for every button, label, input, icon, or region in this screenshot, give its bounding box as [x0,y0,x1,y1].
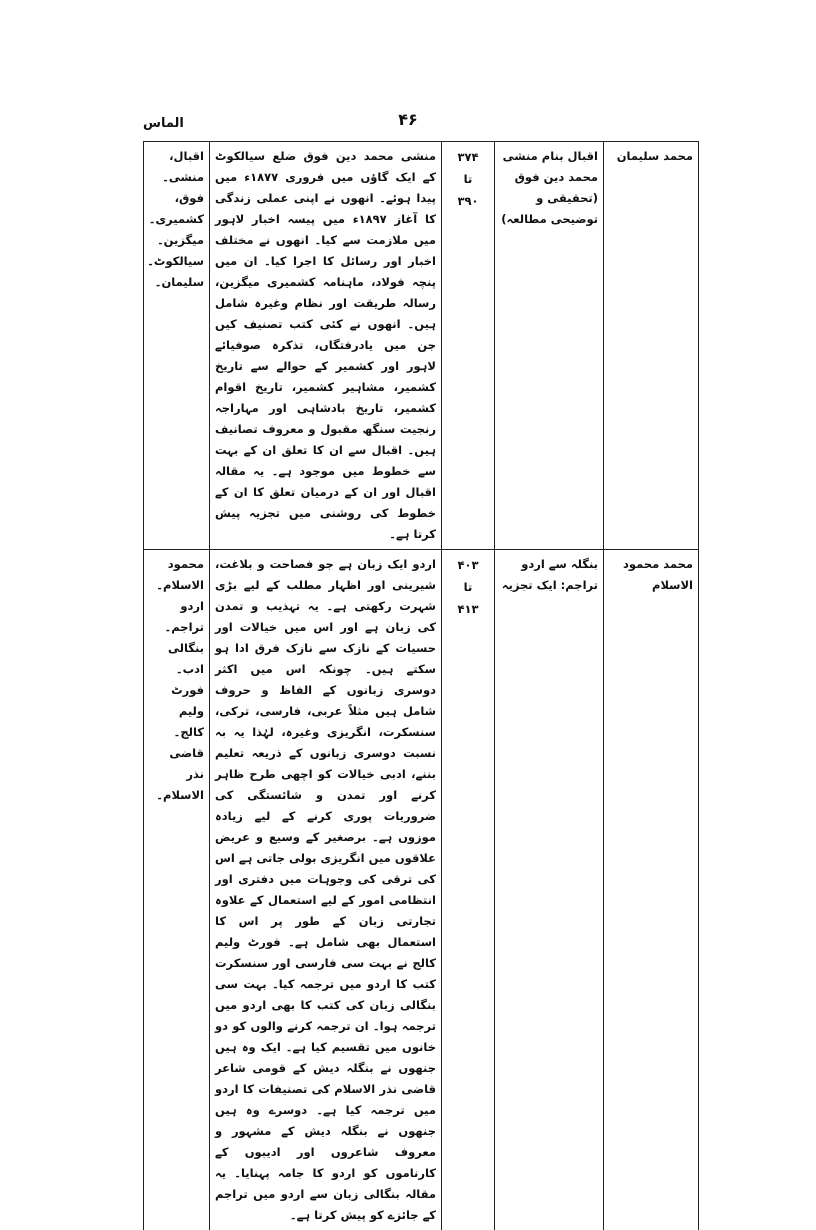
page-range-cell [442,142,495,550]
page-separator: تا [447,168,489,190]
abstract-cell: اردو ایک زبان ہے جو فصاحت و بلاغت، شیرینی اور اظہار مطلب کے لیے بڑی شہرت رکھتی ہے۔ یہ تہذیب و تمدن کی زبان ہے اور اس میں خیالات اور حسیات کے نازک سے نازک فرق ادا ہو سکتے ہیں۔ چونکہ اس میں اکثر دوسری زبانوں کے الفاظ و حروف شامل ہیں مثلاً عربی، فارسی، ترکی، سنسکرت، انگریزی وغیرہ، لہٰذا یہ بہ نسبت دوسری زبانوں کے ذریعہ تعلیم بننے، ادبی خیالات کو اچھی طرح ظاہر کرنے اور تمدن و شائستگی کی ضروریات پوری کرنے کے لیے زیادہ موزوں ہے۔ برصغیر کے وسیع و عریض علاقوں میں انگریزی بولی جاتی ہے اس کی ترقی کی وجوہات میں دفتری اور انتظامی امور کے لیے استعمال کے علاوہ تجارتی زبان کے طور پر اس کا استعمال بھی شامل ہے۔ فورٹ ولیم کالج نے بہت سی فارسی اور سنسکرت کتب کا اردو میں ترجمہ کیا۔ بہت سی بنگالی زبان کی کتب کا بھی اردو میں ترجمہ ہوا۔ ان ترجمہ کرنے والوں کو دو خانوں میں تقسیم کیا ہے۔ ایک وہ ہیں جنھوں نے بنگلہ دیش کے قومی شاعر قاضی نذر الاسلام کی تصنیفات کا اردو میں ترجمہ کیا ہے۔ دوسرے وہ ہیں جنھوں نے بنگلہ دیش کے مشہور و معروف شاعروں اور ادیبوں کے کارناموں کو اردو کا جامہ پہنایا۔ یہ مقالہ بنگالی زبان سے اردو میں تراجم کے جائزے کو پیش کرتا ہے۔ [210,550,442,1230]
author-cell: محمد سلیمان [604,142,699,550]
page-separator: تا [447,576,489,598]
page-range-cell [442,550,495,1230]
article-index-table [143,141,699,1230]
article-title-cell: اقبال بنام منشی محمد دین فوق (تحقیقی و توضیحی مطالعہ) [495,142,604,550]
page-from: ۴۰۳ [447,554,489,576]
journal-title: الماس [143,116,184,131]
table-row [144,142,699,550]
keywords-cell: محمود الاسلام۔ اردو تراجم۔ بنگالی ادب۔ فورٹ ولیم کالج۔ قاضی نذر الاسلام۔ [144,550,210,1230]
page-from: ۳۷۴ [447,146,489,168]
page-to: ۴۱۳ [447,598,489,620]
author-cell: محمد محمود الاسلام [604,550,699,1230]
keywords-cell: اقبال، منشی۔ فوق، کشمیری۔ میگزین۔ سیالکوٹ۔ سلیمان۔ [144,142,210,550]
abstract-cell: منشی محمد دین فوق ضلع سیالکوٹ کے ایک گاؤں میں فروری ۱۸۷۷ء میں پیدا ہوئے۔ انھوں نے اپنی عملی زندگی کا آغاز ۱۸۹۷ء میں پیسہ اخبار لاہور میں ملازمت سے کیا۔ انھوں نے مختلف اخبار اور رسائل کا اجرا کیا۔ ان میں پنچہ فولاد، ماہنامہ کشمیری میگزین، رسالہ طریقت اور نظام وغیرہ شامل ہیں۔ انھوں نے کئی کتب تصنیف کیں جن میں یادرفتگاں، تذکرہ صوفیائے لاہور اور کشمیر کے حوالے سے تاریخ کشمیر، مشاہیر کشمیر، تاریخ اقوام کشمیر، تاریخ بادشاہی اور مہاراجہ رنجیت سنگھ مقبول و معروف تصانیف ہیں۔ اقبال سے ان کا تعلق ان کے بہت سے خطوط میں موجود ہے۔ یہ مقالہ اقبال اور ان کے درمیان تعلق کا ان کے خطوط کی روشنی میں تجزیہ پیش کرتا ہے۔ [210,142,442,550]
page-to: ۳۹۰ [447,190,489,212]
page-number: ۴۶ [398,110,418,129]
article-title-cell: بنگلہ سے اردو تراجم: ایک تجزیہ [495,550,604,1230]
table-row [144,550,699,1230]
